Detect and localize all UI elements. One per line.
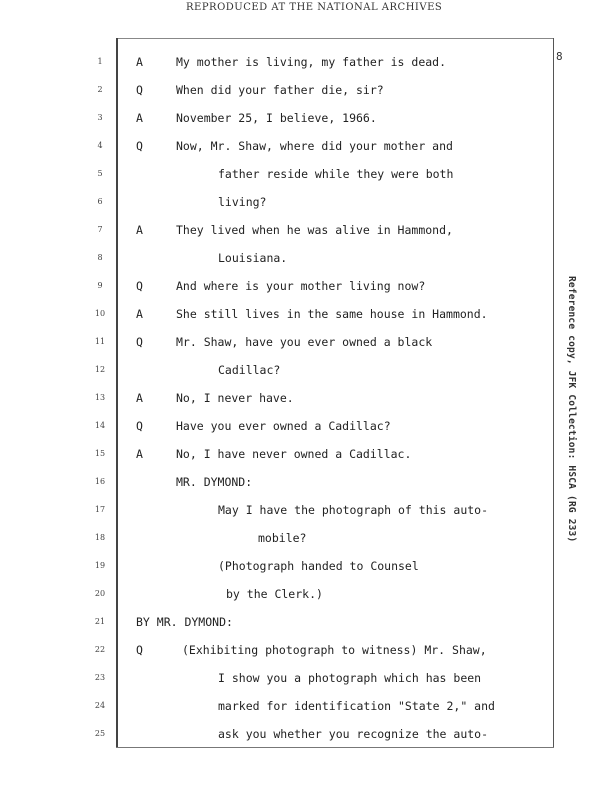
transcript-line: (Exhibiting photograph to witness) Mr. Shaw, [182,643,487,657]
line-number: 18 [94,533,106,542]
frame-left-rule [116,38,118,748]
transcript-line: by the Clerk.) [226,587,323,601]
speaker-label: Q [136,643,143,657]
line-number: 21 [94,617,106,626]
speaker-label: Q [136,279,143,293]
transcript-line: father reside while they were both [218,167,454,181]
line-number: 1 [97,57,103,66]
line-number: 16 [94,477,106,486]
transcript-line: marked for identification "State 2," and [218,699,495,713]
page-number: 8 [556,50,563,63]
transcript-line: Cadillac? [218,363,281,377]
transcript-line: She still lives in the same house in Hammond. [176,307,488,321]
line-number: 3 [97,113,103,122]
speaker-label: Q [136,83,143,97]
transcript-line: (Photograph handed to Counsel [218,559,419,573]
line-number: 2 [97,85,103,94]
speaker-label: Q [136,335,143,349]
transcript-line: No, I have never owned a Cadillac. [176,447,412,461]
speaker-label: A [136,55,143,69]
transcript-line: No, I never have. [176,391,294,405]
transcript-line: mobile? [258,531,307,545]
frame-top-rule [116,38,554,39]
line-number: 4 [97,141,103,150]
line-number: 17 [94,505,106,514]
frame-right-rule [553,38,554,748]
reference-copy-note: Reference copy, JFK Collection: HSCA (RG 233) [566,276,577,543]
archive-header: REPRODUCED AT THE NATIONAL ARCHIVES [186,2,443,13]
transcript-line: ask you whether you recognize the auto- [218,727,489,741]
speaker-label: Q [136,139,143,153]
transcript-line: living? [218,195,267,209]
speaker-label: A [136,223,143,237]
line-number: 10 [94,309,106,318]
transcript-line: May I have the photograph of this auto- [218,503,489,517]
line-number: 9 [97,281,103,290]
frame-bottom-rule [116,747,554,748]
line-number: 14 [94,421,106,430]
speaker-label: A [136,447,143,461]
line-number: 8 [97,253,103,262]
transcript-line: BY MR. DYMOND: [136,615,233,629]
transcript-line: When did your father die, sir? [176,83,384,97]
line-number: 13 [94,393,106,402]
speaker-label: A [136,307,143,321]
transcript-line: MR. DYMOND: [176,475,253,489]
line-number: 6 [97,197,103,206]
transcript-line: November 25, I believe, 1966. [176,111,377,125]
transcript-line: My mother is living, my father is dead. [176,55,447,69]
speaker-label: A [136,391,143,405]
line-number: 7 [97,225,103,234]
transcript-line: And where is your mother living now? [176,279,426,293]
transcript-line: They lived when he was alive in Hammond, [176,223,453,237]
transcript-line: Mr. Shaw, have you ever owned a black [176,335,433,349]
transcript-line: Now, Mr. Shaw, where did your mother and [176,139,453,153]
transcript-line: Louisiana. [218,251,288,265]
line-number: 20 [94,589,106,598]
line-number: 22 [94,645,106,654]
line-number: 15 [94,449,106,458]
transcript-line: Have you ever owned a Cadillac? [176,419,391,433]
transcript-line: I show you a photograph which has been [218,671,482,685]
line-number: 11 [94,337,106,346]
speaker-label: Q [136,419,143,433]
line-number: 12 [94,365,106,374]
line-number: 24 [94,701,106,710]
line-number: 25 [94,729,106,738]
line-number: 23 [94,673,106,682]
line-number: 19 [94,561,106,570]
speaker-label: A [136,111,143,125]
line-number: 5 [97,169,103,178]
